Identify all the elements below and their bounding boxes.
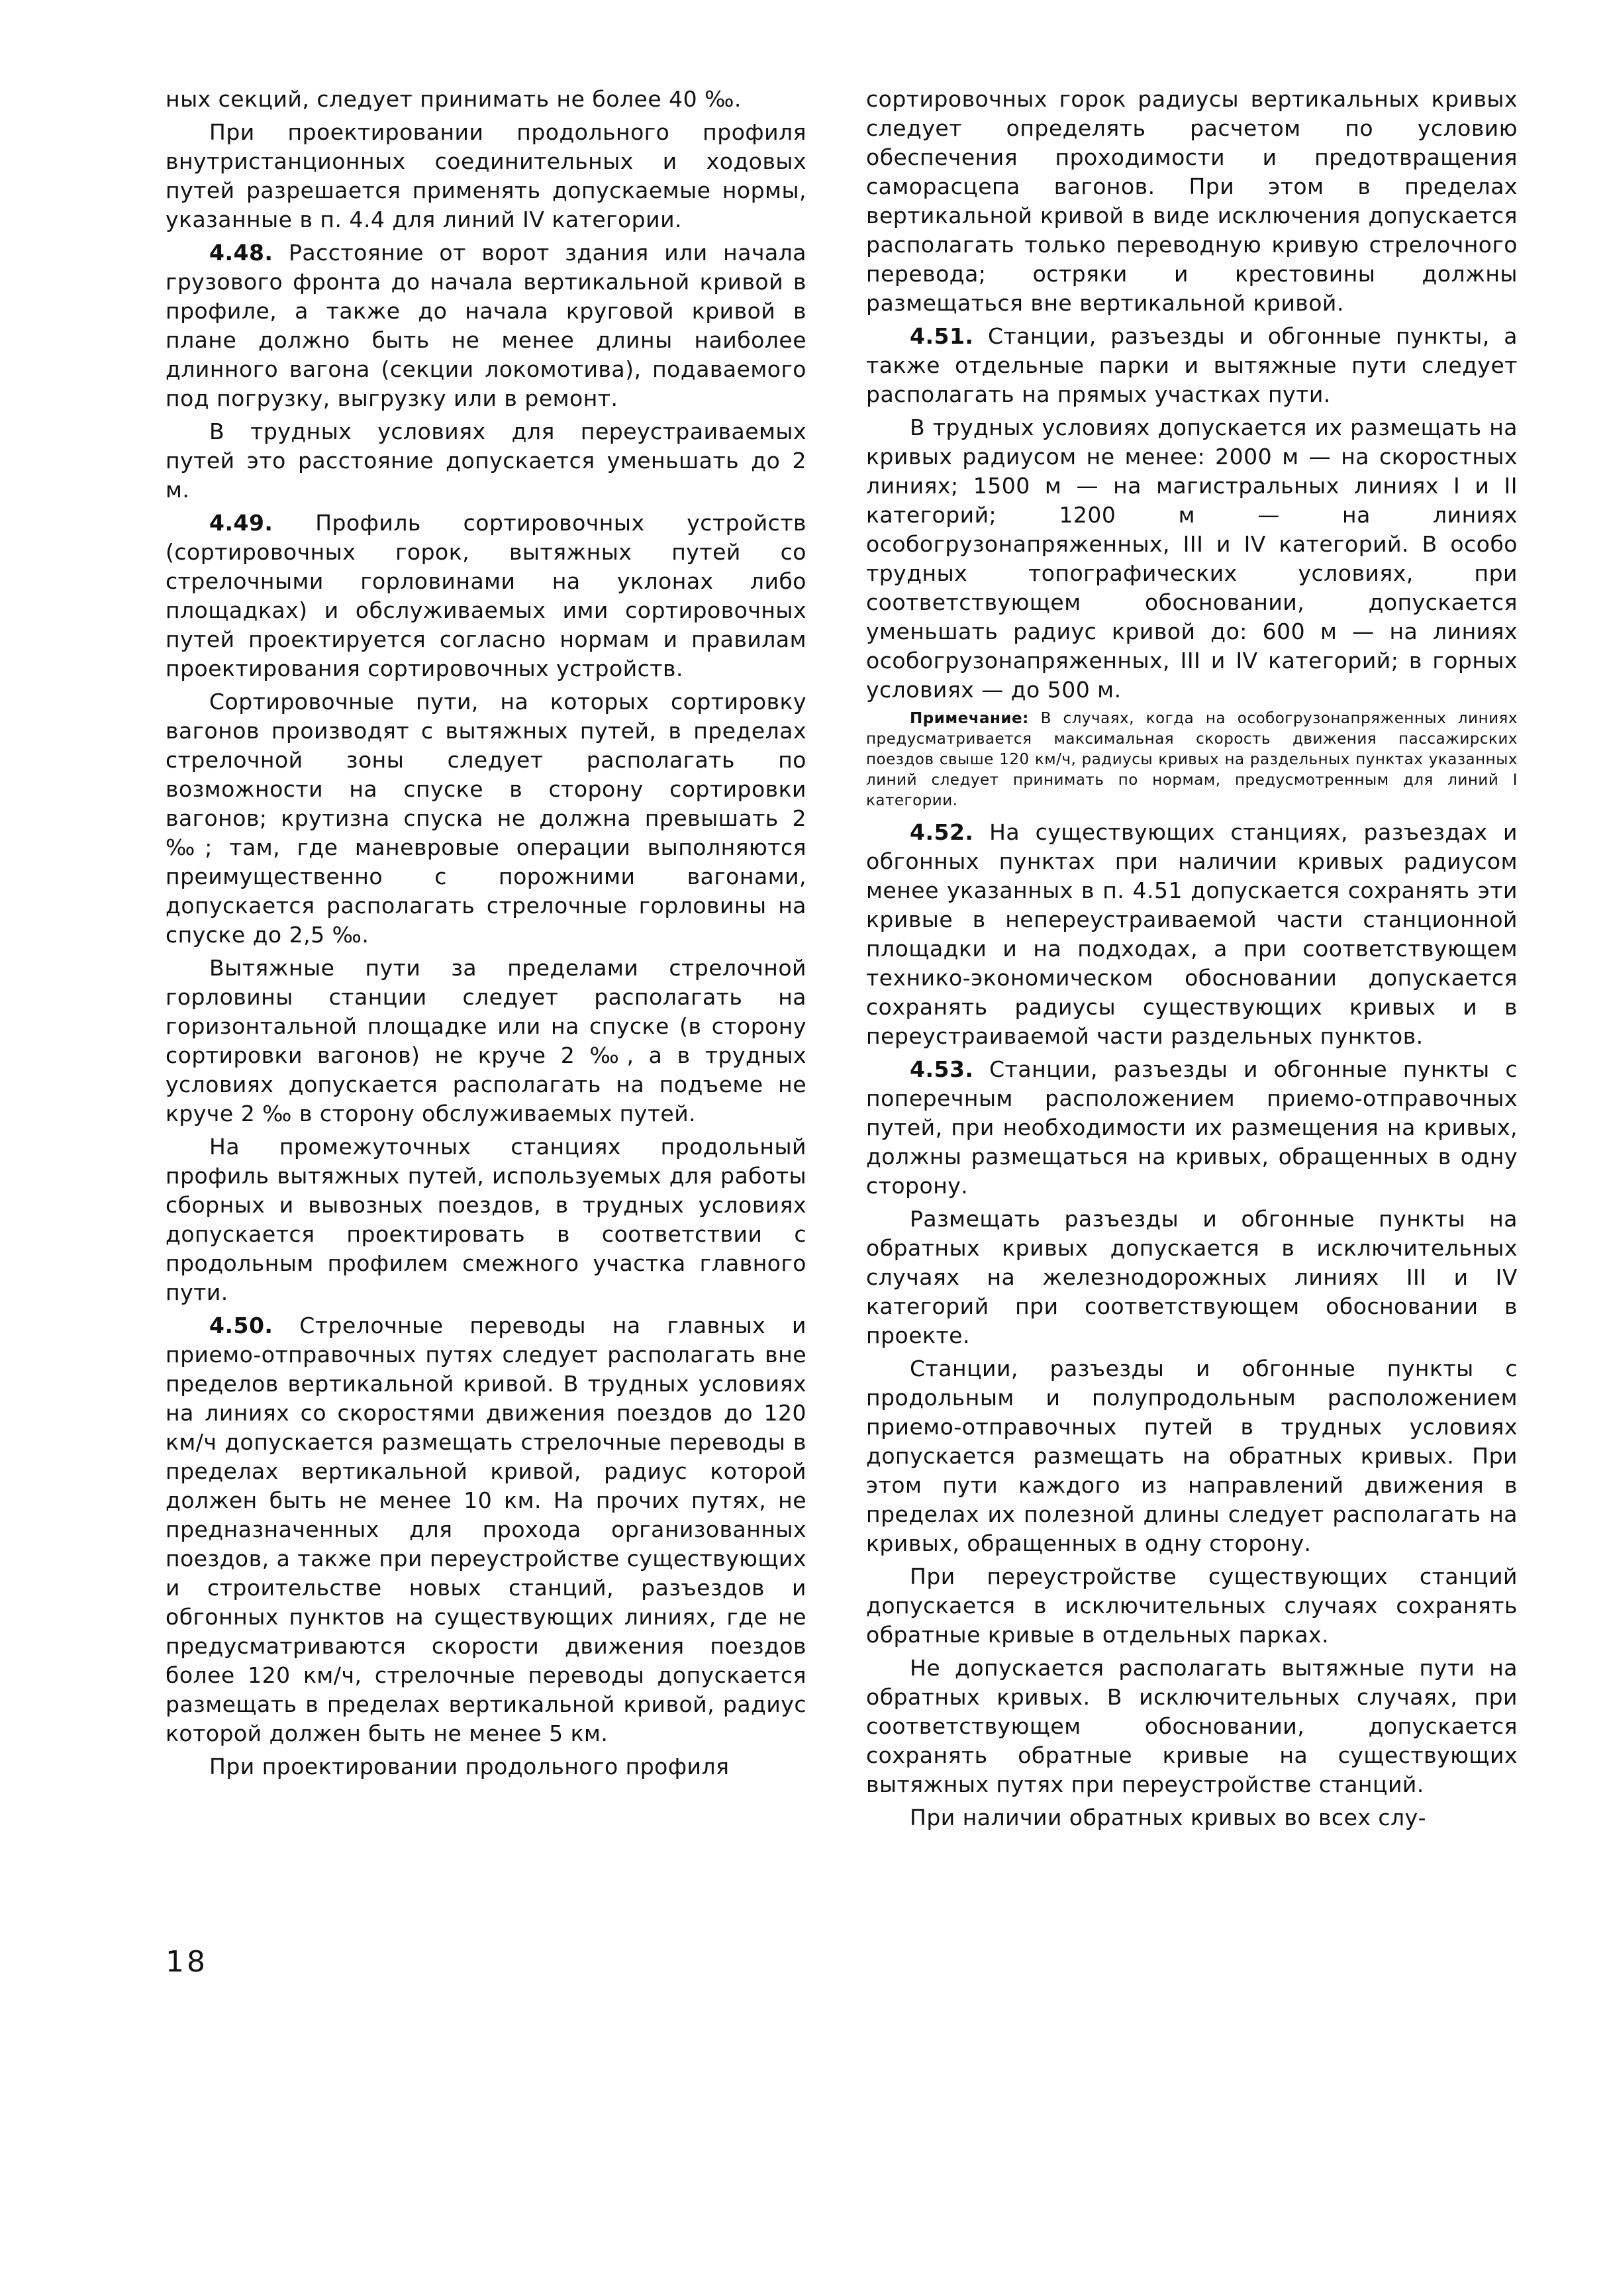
paragraph-4-53 <box>866 1055 1518 1201</box>
paragraph: В трудных условиях допускается их размещать на кривых радиусом не менее: 2000 м — на скоростных линиях; 1500 м — на магистральных линиях I и II категорий; 1200 м — на линиях особогрузонапряженных, III и IV категорий. В особо трудных топографических условиях, при соответствующем обосновании, допускается уменьшать радиус кривой до: 600 м — на линиях особогрузонапряженных, III и IV категорий; в горных условиях — до 500 м. <box>866 415 1518 703</box>
paragraph-4-52 <box>866 818 1518 1051</box>
paragraph-4-51 <box>866 322 1518 409</box>
left-column <box>166 85 806 1785</box>
right-column <box>866 85 1518 1836</box>
paragraph-4-49 <box>166 509 806 683</box>
paragraph-4-48 <box>166 238 806 413</box>
paragraph: При проектировании продольного профиля <box>209 1754 730 1779</box>
paragraph: Не допускается располагать вытяжные пути на обратных кривых. В исключительных случаях, при соответствующем обосновании, допускается сохранять обратные кривые на существующих вытяжных путях при переустройстве станций. <box>866 1655 1518 1797</box>
paragraph: В трудных условиях для переустраиваемых путей это расстояние допускается уменьшать до 2 м. <box>166 419 806 503</box>
clause-number: 4.53. <box>910 1056 974 1082</box>
paragraph: При наличии обратных кривых во всех слу- <box>910 1805 1427 1830</box>
clause-number: 4.48. <box>209 240 273 266</box>
clause-number: 4.52. <box>910 819 974 845</box>
clause-text: Станции, разъезды и обгонные пункты с поперечным расположением приемо-отправочных путей, при необходимости их размещения на кривых, должны размещаться на кривых, обращенных в одну сторону. <box>866 1056 1518 1199</box>
clause-text: На существующих станциях, разъездах и обгонных пунктах при наличии кривых радиусом менее указанных в п. 4.51 допускается сохранять эти кривые в непереустраиваемой части станционной площадки и на подходах, а при соответствующем технико-экономическом обосновании допускается сохранять радиусы существующих кривых и в переустраиваемой части раздельных пунктов. <box>866 819 1518 1049</box>
paragraph-4-50 <box>166 1311 806 1748</box>
clause-text: Расстояние от ворот здания или начала грузового фронта до начала вертикальной кривой в профиле, а также до начала круговой кривой в плане должно быть не менее длины наиболее длинного вагона (секции локомотива), подаваемого под погрузку, выгрузку или в ремонт. <box>166 240 806 411</box>
clause-number: 4.50. <box>209 1313 273 1338</box>
clause-number: 4.49. <box>209 510 273 536</box>
note <box>866 709 1518 811</box>
page-number: 18 <box>166 1945 208 1979</box>
note-label: Примечание: <box>910 710 1029 727</box>
clause-number: 4.51. <box>910 323 974 349</box>
clause-text: Профиль сортировочных устройств (сортировочных горок, вытяжных путей со стрелочными горловинами на уклонах либо площадках) и обслуживаемых ими сортировочных путей проектируется согласно нормам и правилам проектирования сортировочных устройств. <box>166 510 806 681</box>
clause-text: Станции, разъезды и обгонные пункты, а также отдельные парки и вытяжные пути следует располагать на прямых участках пути. <box>866 323 1518 407</box>
note-text: В случаях, когда на особогрузонапряженных линиях предусматривается максимальная скорость движения пассажирских поездов свыше 120 км/ч, радиусы кривых на раздельных пунктах указанных линий следует принимать по нормам, предусмотренным для линий I категории. <box>866 710 1518 809</box>
paragraph: На промежуточных станциях продольный профиль вытяжных путей, используемых для работы сборных и вывозных поездов, в трудных условиях допускается проектировать в соответствии с продольным профилем смежного участка главного пути. <box>166 1134 806 1305</box>
paragraph-continuation: ных секций, следует принимать не более 40 ‰. <box>166 86 742 112</box>
paragraph: При переустройстве существующих станций допускается в исключительных случаях сохранять обратные кривые в отдельных парках. <box>866 1564 1518 1648</box>
paragraph: Вытяжные пути за пределами стрелочной горловины станции следует располагать на горизонтальной площадке или на спуске (в сторону сортировки вагонов) не круче 2 ‰, а в трудных условиях допускается располагать на подъеме не круче 2 ‰ в сторону обслуживаемых путей. <box>166 955 806 1126</box>
paragraph: При проектировании продольного профиля внутристанционных соединительных и ходовых путей разрешается применять допускаемые нормы, указанные в п. 4.4 для линий IV категории. <box>166 119 806 232</box>
paragraph: Сортировочные пути, на которых сортировку вагонов производят с вытяжных путей, в пределах стрелочной зоны следует располагать по возможности на спуске в сторону сортировки вагонов; крутизна спуска не должна превышать 2 ‰; там, где маневровые операции выполняются преимущественно с порожними вагонами, допускается располагать стрелочные горловины на спуске до 2,5 ‰. <box>166 689 806 948</box>
paragraph: Размещать разъезды и обгонные пункты на обратных кривых допускается в исключительных случаях на железнодорожных линиях III и IV категорий при соответствующем обосновании в проекте. <box>866 1206 1518 1348</box>
paragraph-continuation: сортировочных горок радиусы вертикальных кривых следует определять расчетом по условию обеспечения проходимости и предотвращения саморасцепа вагонов. При этом в пределах вертикальной кривой в виде исключения допускается располагать только переводную кривую стрелочного перевода; остряки и крестовины должны размещаться вне вертикальной кривой. <box>866 86 1518 316</box>
paragraph: Станции, разъезды и обгонные пункты с продольным и полупродольным расположением приемо-отправочных путей в трудных условиях допускается размещать на обратных кривых. При этом пути каждого из направлений движения в пределах их полезной длины следует располагать на кривых, обращенных в одну сторону. <box>866 1356 1518 1556</box>
clause-text: Стрелочные переводы на главных и приемо-отправочных путях следует располагать вне пределов вертикальной кривой. В трудных условиях на линиях со скоростями движения поездов до 120 км/ч допускается размещать стрелочные переводы в пределах вертикальной кривой, радиус которой должен быть не менее 10 км. На прочих путях, не предназначенных для прохода организованных поездов, а также при переустройстве существующих и строительстве новых станций, разъездов и обгонных пунктов на существующих линиях, где не предусматриваются скорости движения поездов более 120 км/ч, стрелочные переводы допускается размещать в пределах вертикальной кривой, радиус которой должен быть не менее 5 км. <box>166 1313 806 1746</box>
